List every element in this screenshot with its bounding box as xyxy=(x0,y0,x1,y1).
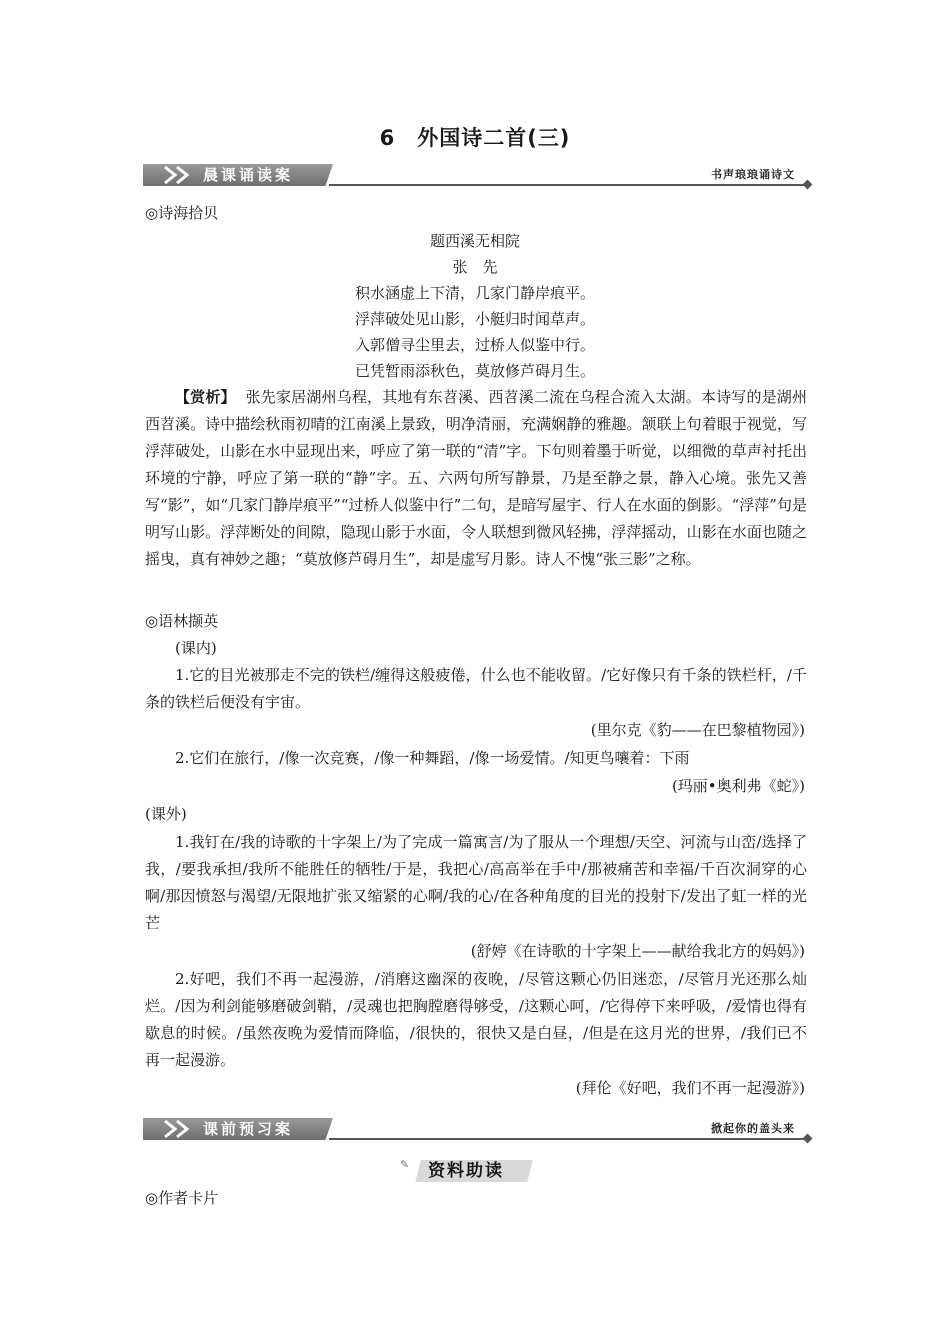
poem-author: 张 先 xyxy=(452,258,498,276)
page-title: 6 外国诗二首(三) xyxy=(379,126,571,150)
poem-line: 积水涵虚上下清，几家门静岸痕平。 xyxy=(354,284,595,302)
banner-slogan: 书声琅琅诵诗文 xyxy=(711,168,795,181)
kenei-label: (课内) xyxy=(175,639,217,657)
sparkle-icon: ✎ xyxy=(400,1158,410,1171)
diamond-icon xyxy=(803,180,813,190)
banner-slogan: 掀起你的盖头来 xyxy=(711,1122,795,1135)
quote-item: 1.它的目光被那走不完的铁栏/缠得这般疲倦，什么也不能收留。/它好像只有千条的铁栏杆，/千条的铁栏后便没有宇宙。 xyxy=(145,666,807,711)
appreciation-text: 张先家居湖州乌程，其地有东苕溪、西苕溪二流在乌程合流入太湖。本诗写的是湖州西苕溪。诗中描绘秋雨初晴的江南溪上景致，明净清丽，充满娴静的雅趣。颔联上句着眼于视觉，写浮萍破处，山影在水中显现出来，呼应了第一联的“清”字。下句则着墨于听觉，以细微的草声衬托出环境的宁静，呼应了第一联的“静”字。五、六两句所写静景，乃是至静之景，静入心境。张先又善写“影”，如“几家门静岸痕平”“过桥人似鉴中行”二句，是暗写屋宇、行人在水面的倒影。“浮萍”句是明写山影。浮萍断处的间隙，隐现山影于水面，令人联想到微风轻拂，浮萍摇动，山影在水面也随之摇曳，真有神妙之趣；“莫放修芦碍月生”，却是虚写月影。诗人不愧“张三影”之称。 xyxy=(145,388,807,568)
sub-banner-materials xyxy=(400,1158,550,1184)
section-heading-yulin: ◎语林撷英 xyxy=(145,612,219,630)
section-heading-shihai: ◎诗海拾贝 xyxy=(145,204,219,222)
quote-item: 2.它们在旅行，/像一次竞赛，/像一种舞蹈，/像一场爱情。/知更鸟嚷着：下雨 xyxy=(175,749,690,767)
banner-rule xyxy=(329,1138,805,1140)
poem-line: 已凭暂雨添秋色，莫放修芦碍月生。 xyxy=(354,362,595,380)
section-banner-morning xyxy=(143,160,811,186)
banner-label: 晨课诵读案 xyxy=(203,166,294,184)
quote-source: (玛丽•奥利弗《蛇》) xyxy=(671,777,805,795)
banner-label: 课前预习案 xyxy=(203,1120,294,1138)
section-banner-preview xyxy=(143,1114,811,1140)
quote-item: 1.我钉在/我的诗歌的十字架上/为了完成一篇寓言/为了服从一个理想/天空、河流与山峦/选择了我，/要我承担/我所不能胜任的牺牲/于是，我把心/高高举在手中/那被痛苦和幸福/千百次洞穿的心啊/那因愤怒与渴望/无限地扩张又缩紧的心啊/我的心/在各种角度的目光的投射下/发出了虹一样的光芒 xyxy=(145,833,807,932)
poem-line: 浮萍破处见山影，小艇归时闻草声。 xyxy=(354,310,595,328)
appreciation-paragraph xyxy=(145,384,807,573)
appreciation-label: 【赏析】 xyxy=(175,388,236,406)
double-chevron-icon xyxy=(161,164,201,186)
quote-source: (舒婷《在诗歌的十字架上——献给我北方的妈妈》) xyxy=(470,942,805,960)
quote-item: 2.好吧，我们不再一起漫游，/消磨这幽深的夜晚，/尽管这颗心仍旧迷恋，/尽管月光还那么灿烂。/因为利剑能够磨破剑鞘，/灵魂也把胸膛磨得够受，/这颗心呵，/它得停下来呼吸，/爱情也得有歇息的时候。/虽然夜晚为爱情而降临，/很快的，很快又是白昼，/但是在这月光的世界，/我们已不再一起漫游。 xyxy=(145,970,807,1069)
banner-rule xyxy=(329,184,805,186)
kewai-label: (课外) xyxy=(145,805,187,823)
quote-source: (里尔克《豹——在巴黎植物园》) xyxy=(590,721,805,739)
sub-banner-label: 资料助读 xyxy=(428,1161,504,1181)
double-chevron-icon xyxy=(161,1118,201,1140)
section-heading-author-card: ◎作者卡片 xyxy=(145,1189,219,1207)
poem-line: 入郭僧寻尘里去，过桥人似鉴中行。 xyxy=(354,336,595,354)
quote-source: (拜伦《好吧，我们不再一起漫游》) xyxy=(575,1079,805,1097)
diamond-icon xyxy=(803,1134,813,1144)
poem-title: 题西溪无相院 xyxy=(429,232,520,250)
